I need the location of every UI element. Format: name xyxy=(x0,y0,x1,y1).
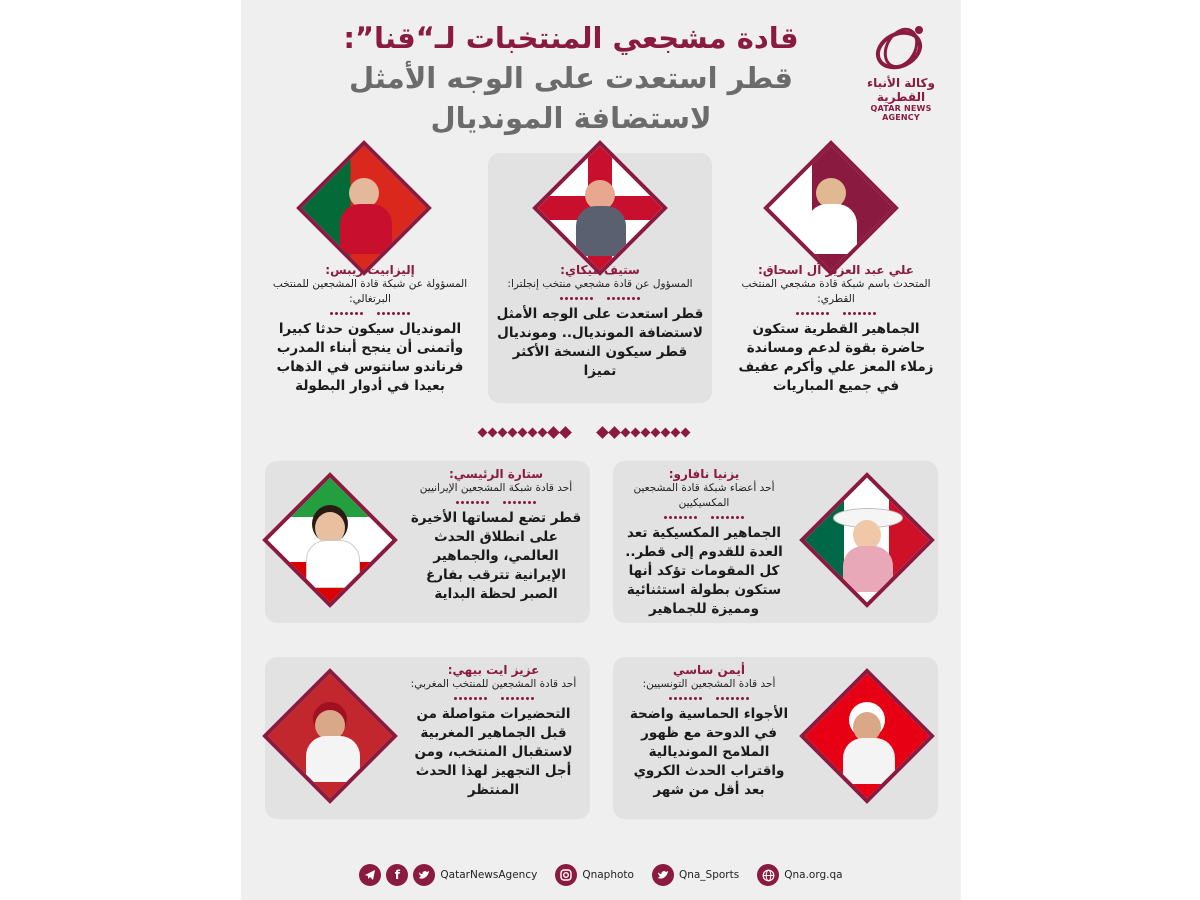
headline xyxy=(321,18,821,138)
person-quote: الجماهير المكسيكية تعد العدة للقدوم إلى قطر.. كل المقومات تؤكد أنها ستكون بطولة استثنائية ومميزة للجماهير xyxy=(625,525,783,617)
person-name: علي عبد العزيز آل اسحاق: xyxy=(758,263,914,277)
person-quote: قطر تضع لمساتها الأخيرة على انطلاق الحدث العالمي، والجماهير الإيرانية تترقب بفارغ الصبر لحظة البداية xyxy=(410,510,582,602)
portrait-qatar xyxy=(763,140,899,276)
person-block-england xyxy=(496,263,704,381)
person-role: المتحدث باسم شبكة قادة مشجعي المنتخب القطري: xyxy=(741,278,931,305)
person-block-mexico xyxy=(624,467,784,619)
portrait-portugal xyxy=(296,140,432,276)
person-block-iran xyxy=(406,467,586,604)
twitter-icon xyxy=(413,864,435,886)
handle-text: Qnaphoto xyxy=(582,869,634,881)
person-role: المسؤول عن قادة مشجعي منتخب إنجلترا: xyxy=(507,278,693,290)
infographic-poster xyxy=(241,0,961,900)
social-handle-qna-sports[interactable] xyxy=(652,864,739,886)
logo-arabic-text: وكالة الأنباء القطرية xyxy=(867,76,935,104)
dot-divider xyxy=(406,501,586,504)
social-handle-website[interactable] xyxy=(757,864,842,886)
qna-logo xyxy=(851,22,951,122)
logo-english-text: QATAR NEWS AGENCY xyxy=(870,104,932,122)
person-role: أحد قادة المشجعين التونسيين: xyxy=(642,678,776,690)
dot-divider xyxy=(624,516,784,519)
person-block-portugal xyxy=(261,263,479,396)
person-role: المسؤولة عن شبكة قادة المشجعين للمنتخب البرتغالي: xyxy=(272,278,468,305)
handle-text: Qna.org.qa xyxy=(784,869,843,881)
qna-logo-mark-icon xyxy=(869,22,933,74)
social-handle-qnaphoto[interactable] xyxy=(555,864,634,886)
person-role: أحد أعضاء شبكة قادة المشجعين المكسيكيين xyxy=(633,482,775,509)
person-name: يزنيا نافارو: xyxy=(668,467,740,481)
facebook-icon: f xyxy=(386,864,408,886)
dot-divider xyxy=(736,312,936,315)
person-name: إليزابيت ريبس: xyxy=(325,263,415,277)
person-name: ستيف ميكاي: xyxy=(560,263,640,277)
person-name: ستارة الرئيسي: xyxy=(448,467,543,481)
person-name: عزيز ايت بيهي: xyxy=(447,663,540,677)
person-quote: الأجواء الحماسية واضحة في الدوحة مع ظهور الملامح المونديالية واقتراب الحدث الكروي بعد أقل من شهر xyxy=(629,706,789,798)
handle-text: Qna_Sports xyxy=(678,869,740,881)
dot-divider xyxy=(624,697,794,700)
handle-text: QatarNewsAgency xyxy=(440,869,538,881)
person-quote: المونديال سيكون حدثا كبيرا وأتمنى أن ينجح أبناء المدرب فرناندو سانتوس في الذهاب بعيدا في أدوار البطولة xyxy=(276,321,464,394)
dot-divider xyxy=(401,697,586,700)
dot-divider xyxy=(261,312,479,315)
person-name: أيمن ساسي xyxy=(673,663,745,677)
headline-line-2: قطر استعدت على الوجه الأمثل xyxy=(349,61,793,95)
person-role: أحد قادة المشجعين للمنتخب المغربي: xyxy=(410,678,577,690)
person-block-qatar xyxy=(736,263,936,396)
person-quote: قطر استعدت على الوجه الأمثل لاستضافة المونديال.. ومونديال قطر سيكون النسخة الأكثر تميزا xyxy=(496,306,704,379)
headline-line-1: قادة مشجعي المنتخبات لـ“قنا”: xyxy=(343,21,799,55)
social-footer xyxy=(241,858,961,892)
telegram-icon xyxy=(359,864,381,886)
person-quote: التحضيرات متواصلة من قبل الجماهير المغربية لاستقبال المنتخب، ومن أجل التجهيز لهذا الحدث المنتظر xyxy=(414,706,573,798)
globe-icon xyxy=(757,864,779,886)
dot-divider xyxy=(496,297,704,300)
person-block-morocco xyxy=(401,663,586,800)
section-divider xyxy=(479,428,689,437)
social-handle-qatarnewsagency[interactable] xyxy=(359,864,537,886)
twitter-icon xyxy=(652,864,674,886)
person-role: أحد قادة شبكة المشجعين الإيرانيين xyxy=(419,482,573,494)
instagram-icon xyxy=(555,864,577,886)
person-block-tunisia xyxy=(624,663,794,800)
headline-line-3: لاستضافة المونديال xyxy=(430,101,712,135)
person-quote: الجماهير القطرية ستكون حاضرة بقوة لدعم ومساندة زملاء المعز علي وأكرم عفيف في جميع المباريات xyxy=(738,321,934,394)
